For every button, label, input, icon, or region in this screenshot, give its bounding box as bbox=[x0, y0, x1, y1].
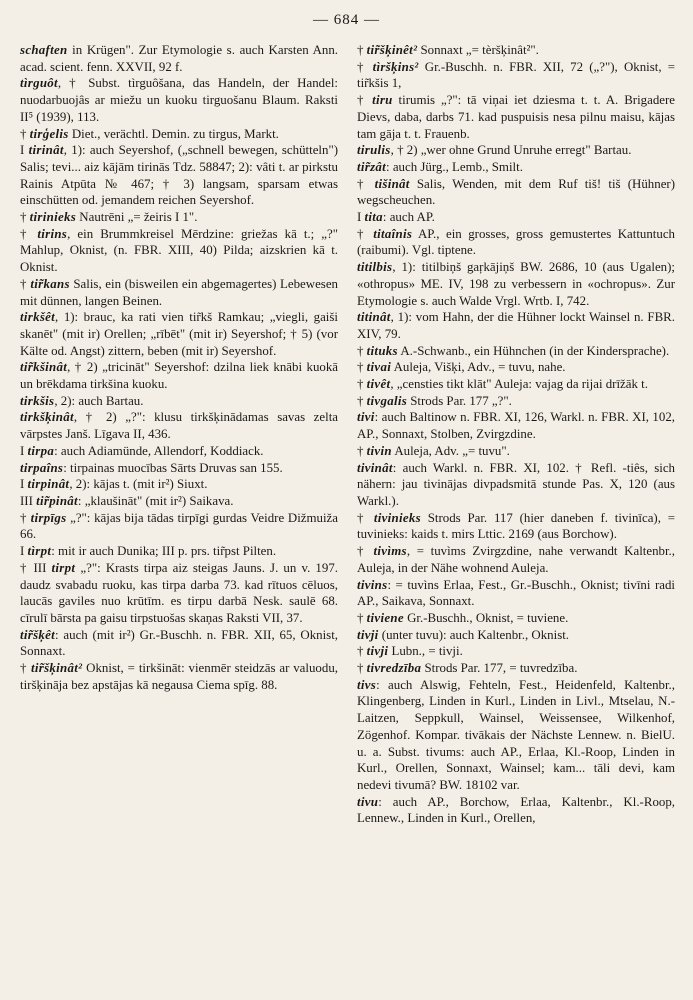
dictionary-entry: † tirinieks Nautrēni „= žeiris I 1". bbox=[20, 210, 198, 225]
dictionary-entry: tirkšis, 2): auch Bartau. bbox=[20, 393, 144, 408]
dictionary-entry: tivins: = tuvìns Erlaa, Fest., Gr.-Buschh., Oknist; tivīni radi AP., Saikava, Sonnaxt. bbox=[357, 577, 675, 609]
dictionary-entry: tivinât: auch Warkl. n. FBR. XI, 102. † Refl. -tiês, sich nähern: jau tivinājas divpadsmitā stunde Pas. X, 120 (aus Warkl.). bbox=[357, 460, 675, 508]
dictionary-entry: † titaînis AP., ein grosses, gross gemustertes Kattuntuch (raibumi). Vgl. tiptene. bbox=[357, 226, 675, 258]
dictionary-entry: tivs: auch Alswig, Fehteln, Fest., Heidenfeld, Kaltenbr., Klingenberg, Linden in Kurl., Linden in Livl., Mtselau, N.-Laitzen, Seppkull, Wainsel, Weissensee, Wilkenhof, Zögenhof. Kompar. tivākais der Nächste Lennew. n. BielU. u. a. Subst. tivums: auch AP., Erlaa, Kl.-Roop, Linden in Kurl., Orellen, Sonnaxt, Wainsel; kam... tāli devi, kam nedevi tivumā? BW. 18102 var. bbox=[357, 677, 675, 792]
dictionary-entry: † tirpīgs „?": kājas bija tādas tirpīgi gurdas Veidre Dižmuiža 66. bbox=[20, 510, 338, 542]
dictionary-entry: † III tirpt „?": Krasts tirpa aiz steigas Jauns. J. un v. 197. daudz svabadu ruoku, kas tirpa darba 73. kad rītuos cēluos, laucās gaviles nuo krūtīm. es tirpu darbā Nesk. saulē 68. cīrulī bārsta pa gaisu tirpstuošas skaņas Raksti VII, 37. bbox=[20, 560, 338, 625]
page-number: — 684 — bbox=[313, 12, 380, 28]
dictionary-entry: tìrguôt, † Subst. tìrguôšana, das Handeln, der Handel: nuodarbuojâs ar miežu un kuoku tirguošanu Blaum. Raksti II⁵ (1939), 113. bbox=[20, 76, 338, 124]
dictionary-entry: † tivji Lubn., = tivji. bbox=[357, 644, 463, 659]
dictionary-entry: † tivêt, „censties tikt klāt" Auleja: vajag da rijai drīžāk t. bbox=[357, 377, 648, 392]
dictionary-entry: † tiviene Gr.-Buschh., Oknist, = tuviene. bbox=[357, 610, 569, 625]
dictionary-entry: I tirpa: auch Adiamünde, Allendorf, Koddiack. bbox=[20, 443, 264, 458]
left-column bbox=[20, 42, 338, 693]
dictionary-entry: † tir̃kans Salis, ein (bisweilen ein abgemagertes) Lebewesen mit dünnen, langen Beinen. bbox=[20, 276, 338, 308]
dictionary-entry: † tìršķins² Gr.-Buschh. n. FBR. XII, 72 („?"), Oknist, = tir̃kšis 1, bbox=[357, 59, 675, 91]
dictionary-entry: † tir̃šķinêt² Sonnaxt „= tèršķinât²". bbox=[357, 43, 539, 57]
dictionary-entry: † tivredzība Strods Par. 177, = tuvredzība. bbox=[357, 661, 578, 676]
dictionary-entry: † tivinieks Strods Par. 117 (hier daneben f. tivinīca), = tuvinieks: kaids t. mirs Lttic. 2169 (aus Borchow). bbox=[357, 510, 675, 542]
dictionary-entry: tirkšķinât, † 2) „?": klusu tirkšķinādamas savas zelta vārpstes Janš. Līgava II, 436. bbox=[20, 410, 338, 442]
dictionary-entry: † tišinât Salis, Wenden, mit dem Ruf tiš! tiš (Hühner) wegscheuchen. bbox=[357, 176, 676, 208]
dictionary-entry: † tiru tirumis „?": tā viņai iet dziesma t. t. A. Brigadere Dievs, daba, darbs 71. kad puspuisis nesa pilnu maisu, kājas tam gāja t. t. Frauenb. bbox=[357, 93, 676, 141]
dictionary-entry: tir̃kšinât, † 2) „tricināt" Seyershof: dzilna liek knābi kuokā un brēkdama tirkšina kuoku. bbox=[20, 360, 338, 392]
dictionary-entry: tir̃zât: auch Jürg., Lemb., Smilt. bbox=[357, 159, 523, 174]
dictionary-entry: † tirģelis Diet., verächtl. Demin. zu tirgus, Markt. bbox=[20, 126, 279, 141]
dictionary-entry: † tivin Auleja, Adv. „= tuvu". bbox=[357, 443, 510, 458]
dictionary-entry: titinât, 1): vom Hahn, der die Hühner lockt Wainsel n. FBR. XIV, 79. bbox=[357, 310, 675, 341]
dictionary-entry: tivji (unter tuvu): auch Kaltenbr., Oknist. bbox=[357, 627, 570, 642]
dictionary-entry: III tir̃pinât: „klaušināt" (mit ir²) Saikava. bbox=[20, 493, 234, 508]
dictionary-entry: schaften in Krügen". Zur Etymologie s. auch Karsten Ann. acad. scient. fenn. XXVII, 92 f. bbox=[20, 43, 338, 74]
dictionary-entry: tivu: auch AP., Borchow, Erlaa, Kaltenbr., Kl.-Roop, Lennew., Linden in Kurl., Orellen, bbox=[357, 794, 675, 826]
dictionary-entry: tivi: auch Baltinow n. FBR. XI, 126, Warkl. n. FBR. XI, 102, AP., Sonnaxt, Stolben, Zvirgzdine. bbox=[357, 410, 675, 442]
dictionary-entry: I tirinât, 1): auch Seyershof, („schnell bewegen, schütteln") Salis; tevi... aiz kājām tirinās Tdz. 58847; 2): vâti t. ar pirkstu Rainis Atpūta № 467; † 3) langsam, sparsam etwas einschütten od. jemandem reichen Seyershof. bbox=[20, 143, 339, 208]
dictionary-entry: I tita: auch AP. bbox=[357, 210, 435, 225]
dictionary-entry: tirpaîns: tirpainas muocības Sārts Druvas san 155. bbox=[20, 460, 283, 475]
dictionary-entry: † tivìms, = tuvìms Zvirgzdine, nahe verwandt Kaltenbr., Auleja, in der Nähe wohnend Auleja. bbox=[357, 544, 675, 575]
dictionary-entry: tirkšêt, 1): brauc, ka rati vien tir̃kš Ramkau; „viegli, gaiši skanēt" (mit ir) Orellen; „rībēt" (mit ir) Seyershof; † 5) (vor Kälte od. Angst) zittern, beben (mit ir) Seyershof. bbox=[20, 310, 338, 358]
dictionary-entry: tirulis, † 2) „wer ohne Grund Unruhe erregt" Bartau. bbox=[357, 143, 632, 158]
right-column bbox=[357, 42, 675, 827]
dictionary-entry: tir̃šķêt: auch (mit ir²) Gr.-Buschh. n. FBR. XII, 65, Oknist, Sonnaxt. bbox=[20, 627, 338, 659]
dictionary-entry: † tituks A.-Schwanb., ein Hühnchen (in der Kindersprache). bbox=[357, 343, 670, 358]
dictionary-entry: † tir̃šķinât² Oknist, = tirkšināt: vienmēr steidzās ar valuodu, tiršķināja bez apstājas kā negausa Ciema spīg. 88. bbox=[20, 661, 338, 692]
dictionary-entry: † tivgalis Strods Par. 177 „?". bbox=[357, 393, 512, 408]
dictionary-entry: I tirpinât, 2): kājas t. (mit ir²) Siuxt. bbox=[20, 477, 208, 492]
dictionary-entry: I tìrpt: mit ir auch Dunika; III p. prs. tir̃pst Pilten. bbox=[20, 544, 277, 559]
dictionary-entry: titilbis, 1): titilbiņš gaŗkājiņš BW. 2686, 10 (aus Ugalen); «othropus» ME. IV, 198 zu verbessern in «ochropus». Zur Etymologie s. auch Walde Vrgl. Wrtb. I, 742. bbox=[357, 260, 675, 308]
dictionary-entry: † tirins, ein Brummkreisel Mērdzine: griežas kā t.; „?" Mahlup, Oknist, (n. FBR. XIII, 40) Pilda; aizskrien kā t. Oknist. bbox=[20, 226, 339, 275]
dictionary-entry: † tivai Auleja, Višķi, Adv., = tuvu, nahe. bbox=[357, 360, 566, 375]
